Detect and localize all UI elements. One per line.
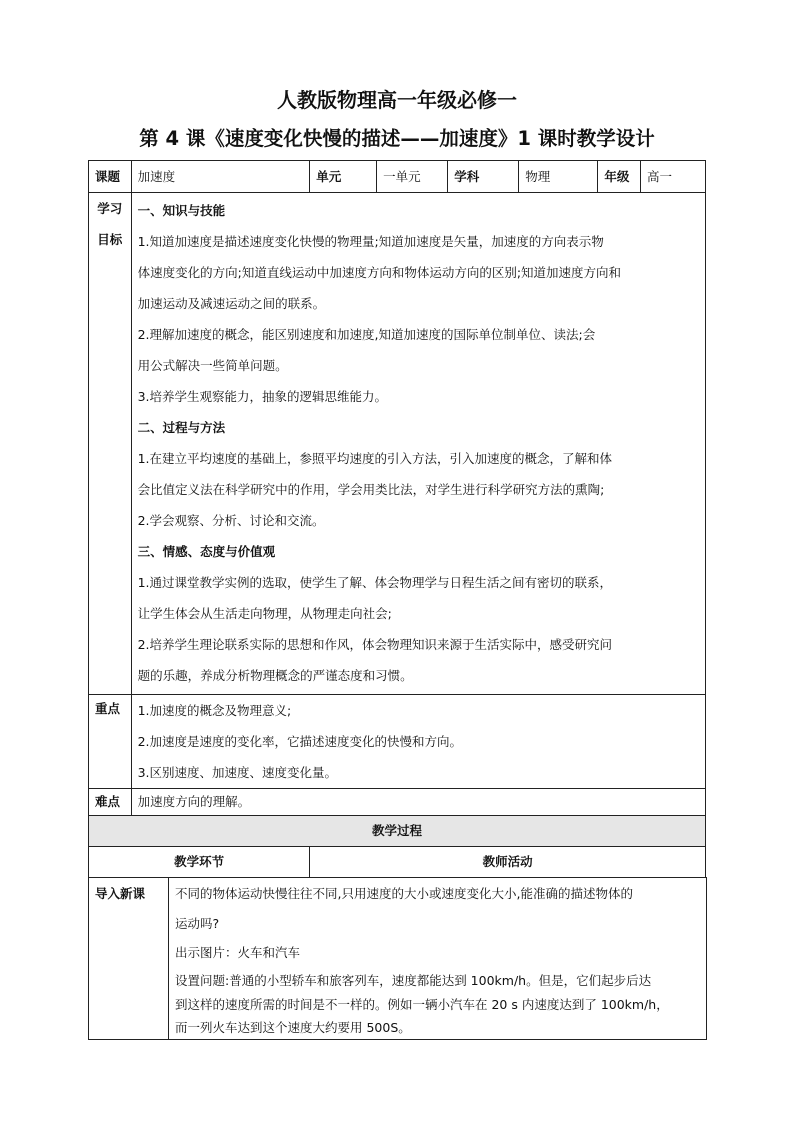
goals-line: 题的乐趣，养成分析物理概念的严谨态度和习惯。 [137,668,413,683]
key-points-content [131,695,705,789]
goals-label-line2: 目标 [97,232,123,247]
key-points-row [89,695,706,789]
header-row [89,161,706,193]
goals-line: 2.培养学生理论联系实际的思想和作风，体会物理知识来源于生活实际中，感受研究问 [137,637,613,652]
lesson-title: 第 4 课《速度变化快慢的描述——加速度》1 课时教学设计 [139,127,655,150]
goals-line: 二、过程与方法 [137,420,226,435]
goals-line: 一、知识与技能 [137,203,226,218]
goals-line: 用公式解决一些简单问题。 [137,358,288,373]
process-columns-row [89,847,706,878]
unit-value: 一单元 [377,161,448,193]
subject-value: 物理 [519,161,598,193]
intro-line: 出示图片：火车和汽车 [175,945,301,960]
goals-line: 加速运动及减速运动之间的联系。 [137,296,326,311]
goals-line: 让学生体会从生活走向物理，从物理走向社会; [137,606,392,621]
intro-line: 运动吗? [175,916,220,931]
goals-line: 1.通过课堂教学实例的选取，使学生了解、体会物理学与日程生活之间有密切的联系， [137,575,613,590]
goals-line: 2.学会观察、分析、讨论和交流。 [137,513,325,528]
goals-label-line1: 学习 [97,201,123,216]
key-point-line: 2.加速度是速度的变化率，它描述速度变化的快慢和方向。 [137,734,463,749]
intro-row [89,877,707,1040]
goals-line: 会比值定义法在科学研究中的作用，学会用类比法，对学生进行科学研究方法的熏陶; [137,482,605,497]
topic-key: 课题 [89,161,132,193]
process-heading-row [89,816,706,847]
process-col-stage: 教学环节 [89,847,310,878]
unit-key: 单元 [310,161,377,193]
goals-line: 体速度变化的方向;知道直线运动中加速度方向和物体运动方向的区别;知道加速度方向和 [137,265,622,280]
lesson-plan-table [88,160,706,878]
goals-row [89,193,706,695]
goals-line: 1.知道加速度是描述速度变化快慢的物理量;知道加速度是矢量，加速度的方向表示物 [137,234,604,249]
difficulty-text: 加速度方向的理解。 [131,789,705,816]
grade-value: 高一 [640,161,705,193]
subject-key: 学科 [448,161,519,193]
goals-content [131,193,705,695]
goals-label [89,193,132,695]
key-points-label: 重点 [89,695,132,789]
key-point-line: 3.区别速度、加速度、速度变化量。 [137,765,338,780]
intro-line: 而一列火车达到这个速度大约要用 500S。 [175,1020,411,1035]
difficulty-row [89,789,706,816]
grade-key: 年级 [598,161,641,193]
intro-line: 设置问题:普通的小型轿车和旅客列车，速度都能达到 100km/h。但是，它们起步后达 [175,973,652,988]
goals-line: 3.培养学生观察能力，抽象的逻辑思维能力。 [137,389,388,404]
topic-value: 加速度 [131,161,310,193]
process-table [88,877,707,1040]
process-heading: 教学过程 [89,816,706,847]
process-col-teacher: 教师活动 [310,847,706,878]
goals-line: 三、情感、态度与价值观 [137,544,276,559]
goals-line: 2.理解加速度的概念，能区别速度和加速度,知道加速度的国际单位制单位、读法;会 [137,327,596,342]
difficulty-label: 难点 [89,789,132,816]
key-point-line: 1.加速度的概念及物理意义; [137,703,292,718]
goals-line: 1.在建立平均速度的基础上，参照平均速度的引入方法，引入加速度的概念，了解和体 [137,451,613,466]
intro-label: 导入新课 [89,877,169,1040]
intro-line: 不同的物体运动快慢往往不同,只用速度的大小或速度变化大小,能准确的描述物体的 [175,886,633,901]
intro-line: 到这样的速度所需的时间是不一样的。例如一辆小汽车在 20 s 内速度达到了 100km/h， [175,997,669,1012]
intro-content [169,877,707,1040]
document-title: 人教版物理高一年级必修一 [277,88,517,112]
